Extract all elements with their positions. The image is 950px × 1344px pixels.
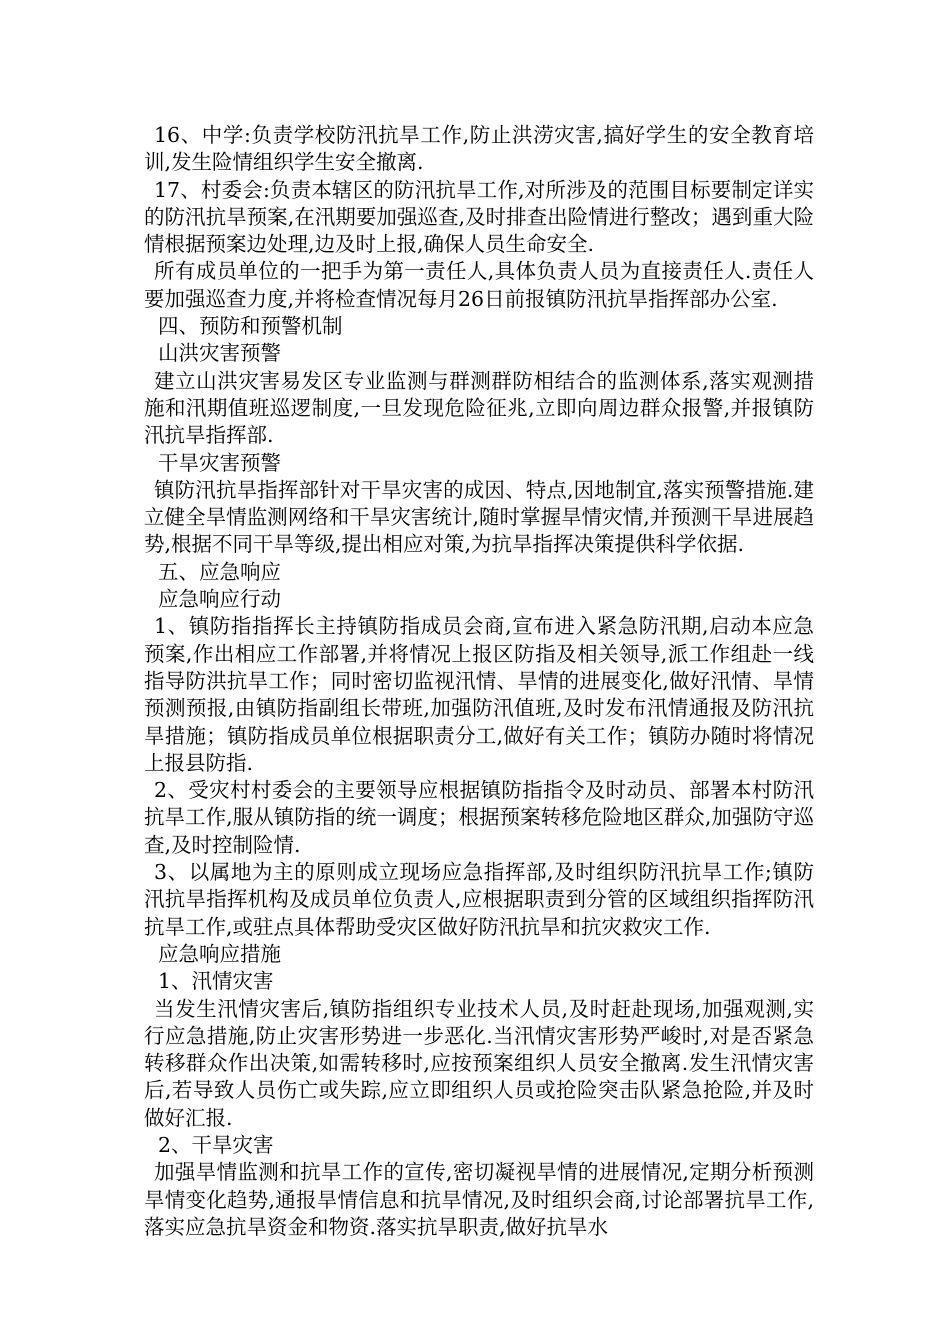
section-heading-prevention-warning: 四、预防和预警机制	[158, 314, 343, 339]
subheading-response-measures: 应急响应措施	[158, 941, 281, 966]
subheading-flash-flood-warning: 山洪灾害预警	[158, 341, 281, 366]
paragraph-action-2: 2、受灾村村委会的主要领导应根据镇防指指令及时动员、部署本村防汛抗旱工作,服从镇防指的统一调度；根据预案转移危险地区群众,加强防守巡查,及时控制险情.	[144, 778, 814, 857]
paragraph-flash-flood-monitoring: 建立山洪灾害易发区专业监测与群测群防相结合的监测体系,落实观测措施和汛期值班巡逻制度,一旦发现危险征兆,立即向周边群众报警,并报镇防汛抗旱指挥部.	[144, 368, 814, 448]
paragraph-drought-disaster: 加强旱情监测和抗旱工作的宣传,密切凝视旱情的进展情况,定期分析预测旱情变化趋势,通报旱情信息和抗旱情况,及时组织会商,讨论部署抗旱工作,落实应急抗旱资金和物资.落实抗旱职责,做好抗旱水	[144, 1160, 814, 1239]
paragraph-16-middle-school: 16、中学:负责学校防汛抗旱工作,防止洪涝灾害,搞好学生的安全教育培训,发生险情组织学生安全撤离.	[144, 123, 814, 175]
paragraph-action-3: 3、以属地为主的原则成立现场应急指挥部,及时组织防汛抗旱工作;镇防汛抗旱指挥机构及成员单位负责人,应根据职责到分管的区域组织指挥防汛抗旱工作,或驻点具体帮助受灾区做好防汛抗旱和抗灾救灾工作.	[144, 860, 814, 939]
paragraph-responsibility: 所有成员单位的一把手为第一责任人,具体负责人员为直接责任人.责任人要加强巡查力度,并将检查情况每月26日前报镇防汛抗旱指挥部办公室.	[144, 259, 814, 311]
subheading-drought-warning: 干旱灾害预警	[158, 450, 281, 475]
subheading-flood-disaster: 1、汛情灾害	[158, 969, 274, 994]
paragraph-drought-measures: 镇防汛抗旱指挥部针对干旱灾害的成因、特点,因地制宜,落实预警措施.建立健全旱情监测网络和干旱灾害统计,随时掌握旱情灾情,并预测干旱进展趋势,根据不同干旱等级,提出相应对策,为抗旱指挥决策提供科学依据.	[144, 477, 814, 557]
paragraph-17-village-committee: 17、村委会:负责本辖区的防汛抗旱工作,对所涉及的范围目标要制定详实的防汛抗旱预案,在汛期要加强巡查,及时排查出险情进行整改；遇到重大险情根据预案边处理,边及时上报,确保人员生命安全.	[144, 177, 814, 257]
subheading-response-actions: 应急响应行动	[158, 587, 281, 612]
paragraph-flood-disaster: 当发生汛情灾害后,镇防指组织专业技术人员,及时赶赴现场,加强观测,实行应急措施,防止灾害形势进一步恶化.当汛情灾害形势严峻时,对是否紧急转移群众作出决策,如需转移时,应按预案组织人员安全撤离.发生汛情灾害后,若导致人员伤亡或失踪,应立即组织人员或抢险突击队紧急抢险,并及时做好汇报.	[144, 996, 814, 1130]
section-heading-emergency-response: 五、应急响应	[158, 559, 281, 584]
subheading-drought-disaster: 2、干旱灾害	[158, 1132, 274, 1157]
paragraph-action-1: 1、镇防指指挥长主持镇防指成员会商,宣布进入紧急防汛期,启动本应急预案,作出相应工作部署,并将情况上报区防指及相关领导,派工作组赴一线指导防洪抗旱工作；同时密切监视汛情、旱情的进展变化,做好汛情、旱情预测预报,由镇防指副组长带班,加强防汛值班,及时发布汛情通报及防汛抗旱措施；镇防指成员单位根据职责分工,做好有关工作；镇防办随时将情况上报县防指.	[144, 614, 814, 775]
document-page	[144, 122, 814, 1241]
